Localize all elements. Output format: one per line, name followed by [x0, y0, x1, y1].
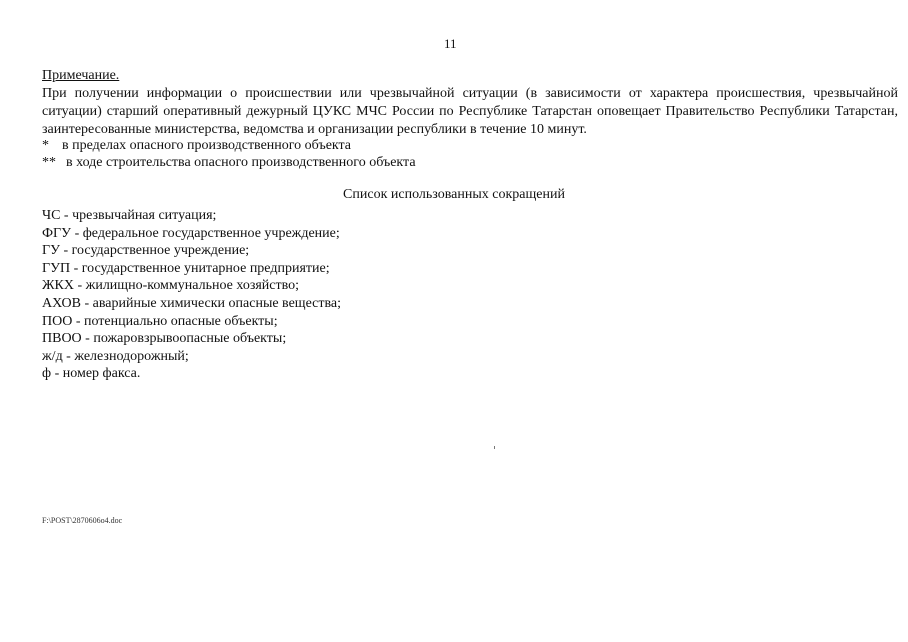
list-item: ГУП - государственное унитарное предприятие; [42, 260, 330, 276]
note-paragraph: При получении информации о происшествии или чрезвычайной ситуации (в зависимости от характера происшествия, чрезвычайной ситуации) старший оперативный дежурный ЦУКС МЧС России по Республике Татарстан оповещает Правительство Республики Татарстан, заинтересованные министерства, ведомства и организации республики в течение 10 минут. [42, 86, 898, 137]
list-item: ПВОО - пожаровзрывоопасные объекты; [42, 331, 287, 347]
footnote-1-mark: * [42, 138, 49, 153]
footnote-2 [42, 155, 416, 171]
footnote-2-mark: ** [42, 155, 56, 170]
list-item: ЧС - чрезвычайная ситуация; [42, 208, 217, 223]
footnote-1-text: в пределах опасного производственного объекта [62, 138, 352, 153]
footnote-2-text: в ходе строительства опасного производственного объекта [66, 155, 416, 170]
list-item: ПОО - потенциально опасные объекты; [42, 313, 278, 329]
file-path: F:\POST\2870606о4.doc [42, 516, 123, 525]
list-item: ГУ - государственное учреждение; [42, 243, 250, 259]
list-item: ф - номер факса. [42, 366, 141, 382]
list-item: ФГУ - федеральное государственное учреждение; [42, 225, 340, 241]
list-item: АХОВ - аварийные химически опасные вещества; [42, 295, 342, 311]
scan-speck [494, 446, 495, 449]
list-item: ЖКХ - жилищно-коммунальное хозяйство; [42, 278, 300, 294]
abbreviations-title: Список использованных сокращений [343, 187, 565, 202]
abbreviations-list [42, 207, 341, 383]
footnote-1 [42, 138, 351, 154]
page-number: 11 [444, 36, 457, 51]
list-item: ж/д - железнодорожный; [42, 348, 189, 364]
note-heading: Примечание. [42, 68, 120, 83]
